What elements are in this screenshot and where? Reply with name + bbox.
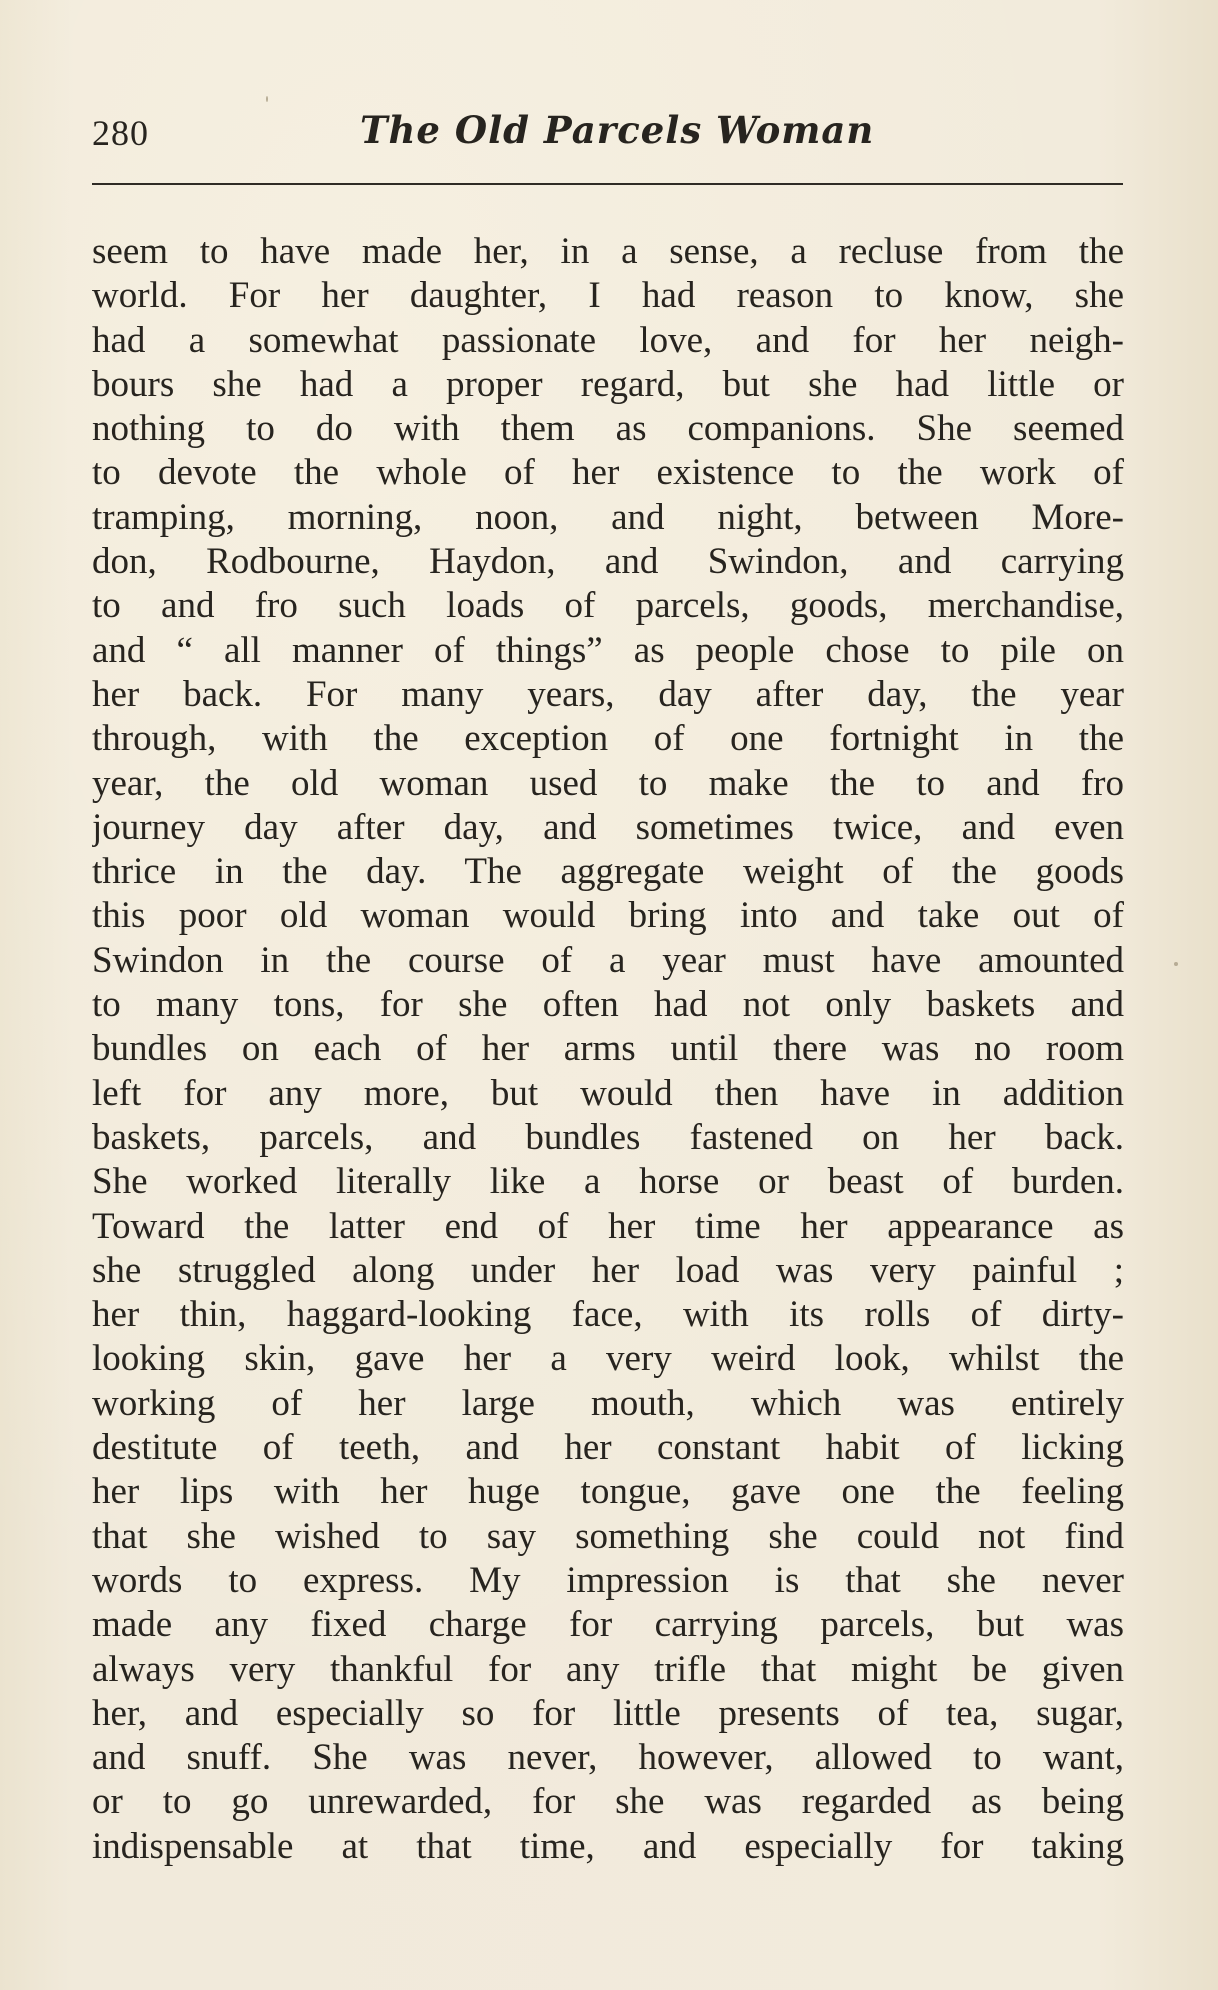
text-line: journey day after day, and sometimes twice, and even bbox=[92, 806, 1124, 848]
text-line: or to go unrewarded, for she was regarded as being bbox=[92, 1781, 1124, 1823]
text-line: world. For her daughter, I had reason to know, she bbox=[92, 275, 1124, 317]
text-line: Swindon in the course of a year must have amounted bbox=[92, 939, 1124, 981]
paper-speck bbox=[1174, 962, 1178, 966]
text-line: words to express. My impression is that she never bbox=[92, 1559, 1124, 1601]
text-line: to and fro such loads of parcels, goods, merchandise, bbox=[92, 585, 1124, 627]
body-text bbox=[92, 230, 1124, 1869]
text-line: her back. For many years, day after day, the year bbox=[92, 673, 1124, 715]
text-line: her thin, haggard-looking face, with its rolls of dirty- bbox=[92, 1294, 1124, 1336]
running-title: The Old Parcels Woman bbox=[360, 108, 875, 152]
running-head bbox=[92, 108, 1122, 168]
page-number: 280 bbox=[92, 113, 149, 153]
header-rule bbox=[92, 183, 1123, 185]
text-line: she struggled along under her load was very painful ; bbox=[92, 1249, 1124, 1291]
text-line: looking skin, gave her a very weird look, whilst the bbox=[92, 1338, 1124, 1380]
text-line: bundles on each of her arms until there was no room bbox=[92, 1028, 1124, 1070]
text-line: bours she had a proper regard, but she had little or bbox=[92, 363, 1124, 405]
text-line: to devote the whole of her existence to the work of bbox=[92, 452, 1124, 494]
text-line: don, Rodbourne, Haydon, and Swindon, and carrying bbox=[92, 541, 1124, 583]
text-line: destitute of teeth, and her constant habit of licking bbox=[92, 1427, 1124, 1469]
text-line: She worked literally like a horse or beast of burden. bbox=[92, 1161, 1124, 1203]
text-line: her, and especially so for little presents of tea, sugar, bbox=[92, 1692, 1124, 1734]
text-line: left for any more, but would then have in addition bbox=[92, 1072, 1124, 1114]
text-line: tramping, morning, noon, and night, between More- bbox=[92, 496, 1124, 538]
text-line: and snuff. She was never, however, allowed to want, bbox=[92, 1737, 1124, 1779]
paper-speck bbox=[266, 96, 268, 102]
text-line: baskets, parcels, and bundles fastened on her back. bbox=[92, 1116, 1124, 1158]
text-line: her lips with her huge tongue, gave one the feeling bbox=[92, 1471, 1124, 1513]
text-line: to many tons, for she often had not only baskets and bbox=[92, 984, 1124, 1026]
text-line: indispensable at that time, and especially for taking bbox=[92, 1825, 1124, 1867]
text-line: this poor old woman would bring into and take out of bbox=[92, 895, 1124, 937]
text-line: year, the old woman used to make the to and fro bbox=[92, 762, 1124, 804]
text-line: and “ all manner of things” as people chose to pile on bbox=[92, 629, 1124, 671]
text-line: had a somewhat passionate love, and for her neigh- bbox=[92, 319, 1124, 361]
text-line: Toward the latter end of her time her appearance as bbox=[92, 1205, 1124, 1247]
text-line: always very thankful for any trifle that might be given bbox=[92, 1648, 1124, 1690]
text-line: made any fixed charge for carrying parcels, but was bbox=[92, 1604, 1124, 1646]
text-line: that she wished to say something she could not find bbox=[92, 1515, 1124, 1557]
text-line: nothing to do with them as companions. She seemed bbox=[92, 408, 1124, 450]
text-line: thrice in the day. The aggregate weight of the goods bbox=[92, 851, 1124, 893]
text-line: seem to have made her, in a sense, a recluse from the bbox=[92, 231, 1124, 272]
text-line: working of her large mouth, which was entirely bbox=[92, 1382, 1124, 1424]
text-line: through, with the exception of one fortnight in the bbox=[92, 718, 1124, 760]
